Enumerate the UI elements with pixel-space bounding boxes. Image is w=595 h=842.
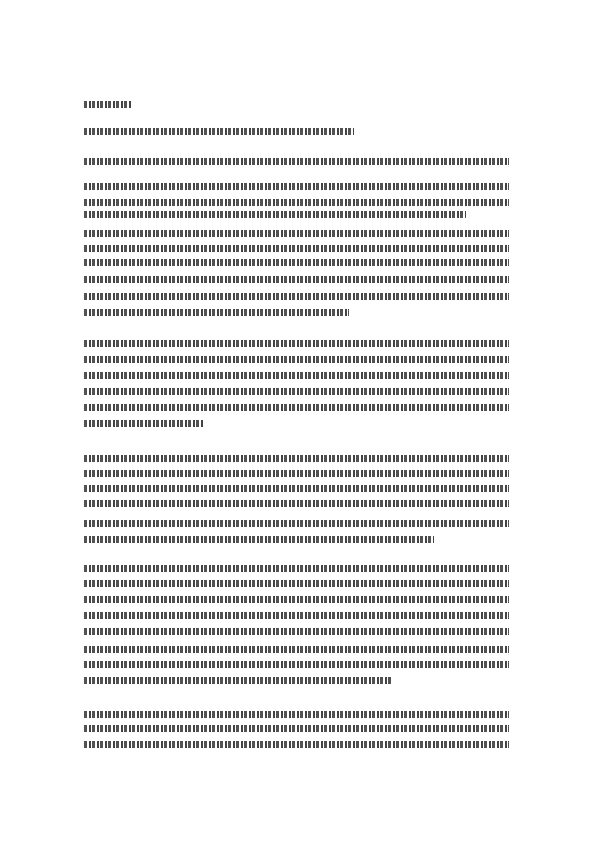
text-line <box>84 612 509 619</box>
text-line <box>84 211 466 218</box>
text-line <box>84 520 509 527</box>
text-line <box>84 646 509 653</box>
text-line <box>84 356 509 363</box>
text-line <box>84 596 509 603</box>
text-line <box>84 404 509 411</box>
text-line <box>84 628 509 635</box>
text-line <box>84 565 509 572</box>
text-line <box>84 388 509 395</box>
text-line <box>84 340 509 347</box>
text-line <box>84 455 509 462</box>
text-line <box>84 259 509 266</box>
text-line <box>84 677 392 684</box>
text-line <box>84 293 509 300</box>
text-line <box>84 183 509 190</box>
text-line <box>84 199 509 206</box>
text-line <box>84 741 509 748</box>
text-line <box>84 372 509 379</box>
section-heading <box>84 128 354 135</box>
text-line <box>84 420 204 427</box>
text-line <box>84 580 509 587</box>
text-line <box>84 158 509 165</box>
text-line <box>84 500 509 507</box>
text-line <box>84 276 509 283</box>
text-line <box>84 536 434 543</box>
page-header <box>84 101 132 108</box>
text-line <box>84 230 509 237</box>
text-line <box>84 245 509 252</box>
text-line <box>84 711 509 718</box>
text-line <box>84 661 509 668</box>
text-line <box>84 309 349 316</box>
text-line <box>84 725 509 732</box>
text-line <box>84 485 509 492</box>
text-line <box>84 470 509 477</box>
